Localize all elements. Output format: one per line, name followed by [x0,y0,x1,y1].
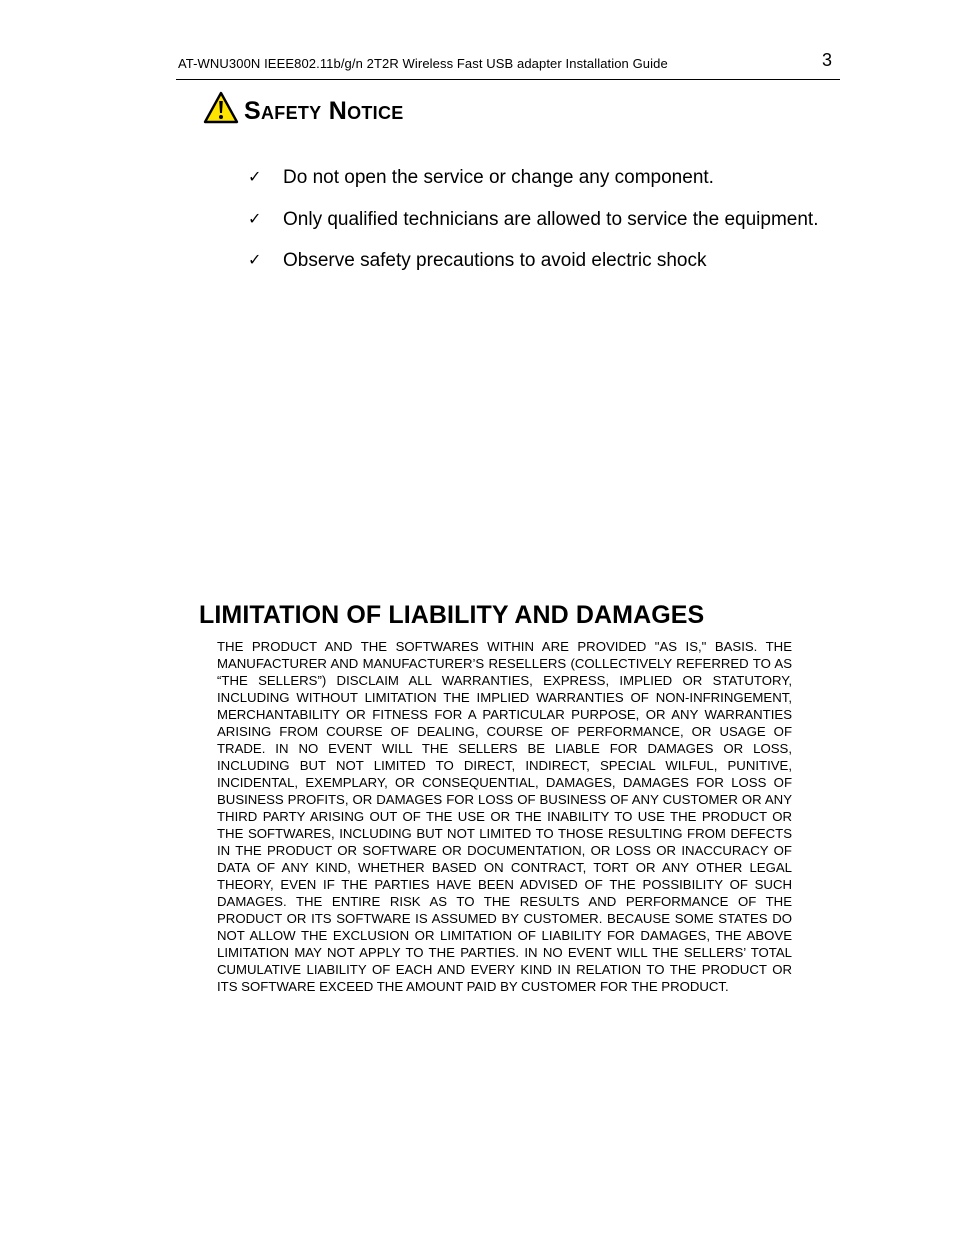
checkmark-icon: ✓ [248,250,262,269]
list-item-text: Only qualified technicians are allowed to service the equipment. [283,208,819,230]
warning-icon [203,91,239,125]
list-item-text: Do not open the service or change any component. [283,167,714,188]
list-item-text: Observe safety precautions to avoid electric shock [283,250,707,271]
page-number: 3 [821,50,832,70]
list-item [248,249,848,273]
liability-title: LIMITATION OF LIABILITY AND DAMAGES [199,601,705,629]
safety-checklist [248,166,848,291]
safety-heading [203,91,823,125]
page-header [176,50,840,80]
list-item [248,166,848,190]
checkmark-icon: ✓ [248,208,262,228]
header-title: AT-WNU300N IEEE802.11b/g/n 2T2R Wireless Fast USB adapter Installation Guide [178,56,668,71]
checkmark-icon: ✓ [248,167,262,186]
liability-body: THE PRODUCT AND THE SOFTWARES WITHIN ARE PROVIDED "AS IS," BASIS. THE MANUFACTURER AND MANUFACTURER’S RESELLERS (COLLECTIVELY REFERRED TO AS “THE SELLERS”) DISCLAIM ALL WARRANTIES, EXPRESS, IMPLIED OR STATUTORY, INCLUDING WITHOUT LIMITATION THE IMPLIED WARRANTIES OF NON-INFRINGEMENT, MERCHANTABILITY OR FITNESS FOR A PARTICULAR PURPOSE, OR ANY WARRANTIES ARISING FROM COURSE OF DEALING, COURSE OF PERFORMANCE, OR USAGE OF TRADE. IN NO EVENT WILL THE SELLERS BE LIABLE FOR DAMAGES OR LOSS, INCLUDING BUT NOT LIMITED TO DIRECT, INDIRECT, SPECIAL WILFUL, PUNITIVE, INCIDENTAL, EXEMPLARY, OR CONSEQUENTIAL, DAMAGES, DAMAGES FOR LOSS OF BUSINESS PROFITS, OR DAMAGES FOR LOSS OF BUSINESS OF ANY CUSTOMER OR ANY THIRD PARTY ARISING OUT OF THE USE OR THE INABILITY TO USE THE PRODUCT OR THE SOFTWARES, INCLUDING BUT NOT LIMITED TO THOSE RESULTING FROM DEFECTS IN THE PRODUCT OR SOFTWARE OR DOCUMENTATION, OR LOSS OR INACCURACY OF DATA OF ANY KIND, WHETHER BASED ON CONTRACT, TORT OR ANY OTHER LEGAL THEORY, EVEN IF THE PARTIES HAVE BEEN ADVISED OF THE POSSIBILITY OF SUCH DAMAGES. THE ENTIRE RISK AS TO THE RESULTS AND PERFORMANCE OF THE PRODUCT OR ITS SOFTWARE IS ASSUMED BY CUSTOMER. BECAUSE SOME STATES DO NOT ALLOW THE EXCLUSION OR LIMITATION OF LIABILITY FOR DAMAGES, THE ABOVE LIMITATION MAY NOT APPLY TO THE PARTIES. IN NO EVENT WILL THE SELLERS’ TOTAL CUMULATIVE LIABILITY OF EACH AND EVERY KIND IN RELATION TO THE PRODUCT OR ITS SOFTWARE EXCEED THE AMOUNT PAID BY CUSTOMER FOR THE PRODUCT. [217,639,792,994]
safety-title: Safety Notice [244,96,404,125]
safety-notice-section [203,91,823,271]
list-item [248,208,848,232]
